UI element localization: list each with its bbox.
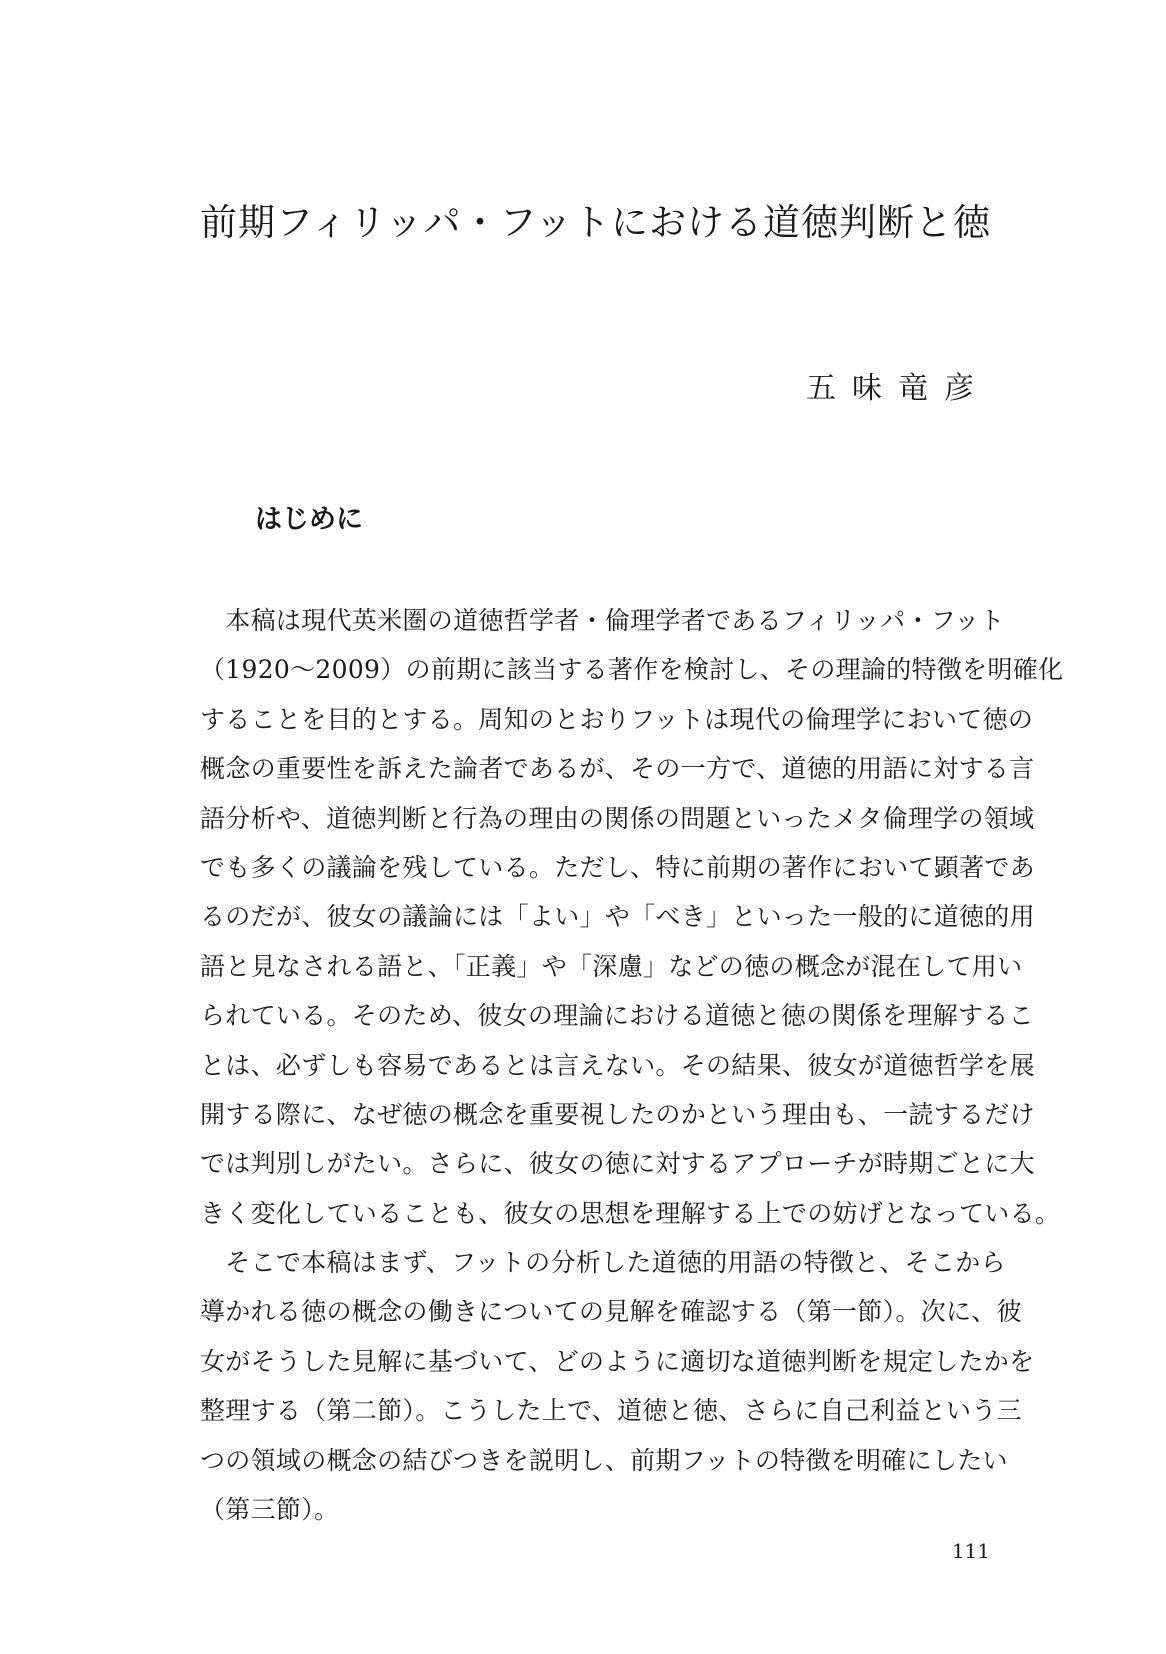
body-line: るのだが、彼女の議論には「よい」や「べき」といった一般的に道徳的用: [200, 902, 1035, 932]
author-name: 五味竜彦: [806, 371, 990, 406]
body-line: られている。そのため、彼女の理論における道徳と徳の関係を理解するこ: [200, 1001, 1034, 1031]
body-line: 導かれる徳の概念の働きについての見解を確認する（第一節）。次に、彼: [200, 1297, 1022, 1327]
section-heading: はじめに: [255, 504, 363, 535]
body-line: 概念の重要性を訴えた論者であるが、その一方で、道徳的用語に対する言: [200, 754, 1035, 784]
body-line: 整理する（第二節）。こうした上で、道徳と徳、さらに自己利益という三: [200, 1396, 1022, 1426]
body-line: 語と見なされる語と、「正義」や「深慮」などの徳の概念が混在して用い: [200, 951, 1023, 981]
body-line: （1920～2009）の前期に該当する著作を検討し、その理論的特徴を明確化: [200, 655, 1064, 685]
body-line: 女がそうした見解に基づいて、どのように適切な道徳判断を規定したかを: [200, 1346, 1035, 1376]
article-title: 前期フィリッパ・フットにおける道徳判断と徳: [200, 201, 991, 244]
body-line: 開する際に、なぜ徳の概念を重要視したのかという理由も、一読するだけ: [200, 1099, 1035, 1129]
body-line: つの領域の概念の結びつきを説明し、前期フットの特徴を明確にしたい: [200, 1445, 1008, 1475]
body-line: そこで本稿はまず、フットの分析した道徳的用語の特徴と、そこから: [200, 1248, 1006, 1278]
body-line: でも多くの議論を残している。ただし、特に前期の著作において顕著であ: [200, 852, 1035, 882]
body-line: （第三節）。: [200, 1495, 340, 1525]
body-line: 本稿は現代英米圏の道徳哲学者・倫理学者であるフィリッパ・フット: [200, 606, 1005, 635]
body-line: 語分析や、道徳判断と行為の理由の関係の問題といったメタ倫理学の領域: [200, 803, 1035, 833]
body-line: とは、必ずしも容易であるとは言えない。その結果、彼女が道徳哲学を展: [200, 1050, 1035, 1080]
body-line: きく変化していることも、彼女の思想を理解する上での妨げとなっている。: [200, 1198, 1061, 1228]
body-line: では判別しがたい。さらに、彼女の徳に対するアプローチが時期ごとに大: [200, 1149, 1035, 1179]
page-number: 111: [951, 1539, 990, 1563]
body-line: することを目的とする。周知のとおりフットは現代の倫理学において徳の: [200, 704, 1034, 734]
body-text: [200, 596, 1064, 1534]
